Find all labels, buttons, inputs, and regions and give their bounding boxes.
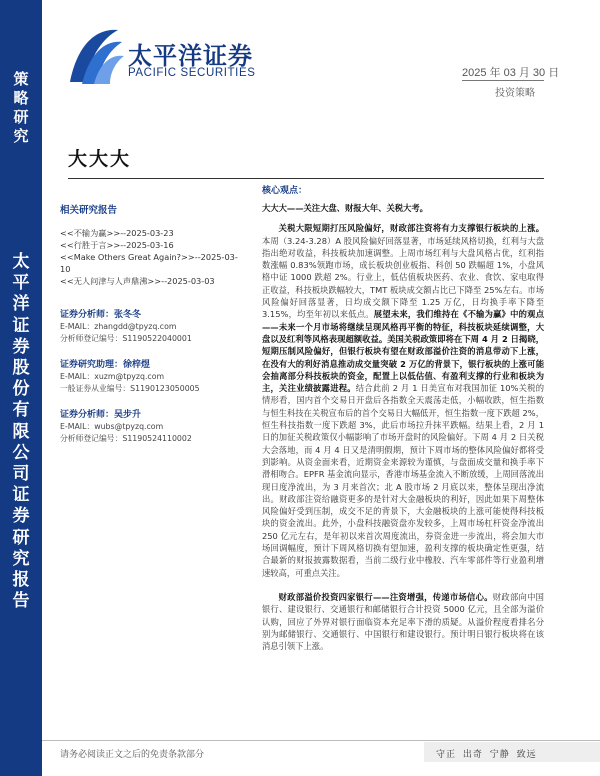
sidebar-company: 太平洋证券股份有限公司证券研究报告 (12, 252, 30, 612)
paragraph-lead: 关税大限短期打压风险偏好，财政部注资将有力支撑银行板块的上涨。 (278, 223, 544, 234)
analyst-email[interactable]: E-MAIL：xuzm@tpyzq.com (60, 372, 165, 381)
footer-divider (42, 740, 600, 741)
paragraph-bank-injection (262, 591, 544, 652)
analyst-name: 证券分析师：吴步升 (60, 410, 142, 420)
paragraph-tariff (262, 222, 544, 579)
analyst-email[interactable]: E-MAIL：zhangdd@tpyzq.com (60, 322, 177, 331)
report-type: 投资策略 (495, 88, 535, 99)
analyst-name: 证券分析师：张冬冬 (60, 310, 142, 320)
core-view-body (262, 202, 544, 652)
analyst-block (60, 309, 238, 345)
analyst-license: 分析师登记编号：S1190522040001 (60, 334, 192, 343)
left-column (60, 205, 238, 445)
brand-name-en: PACIFIC SECURITIES (128, 67, 256, 79)
footer-disclaimer: 请务必阅读正文之后的免责条款部分 (60, 750, 205, 760)
analyst-license: 分析师登记编号：S1190524110002 (60, 434, 192, 443)
report-date: 2025 年 03 月 30 日 (462, 67, 560, 79)
paragraph-emphasis: 展望未来，我们维持在《不输为赢》中的观点——未来一个月市场将继续呈现风格再平衡的特征，科技板块延续调整，大盘以及红利等风格表现超额收益。美国关税政策即将在下周 4 月 2 日揭晓，短期压制风险偏好，但银行板块有望在财政部溢价注资的消息带动下上涨，在没有大的利好消息推动成交量突破 2 万亿的背景下，银行板块的上涨可能会抽离部分科技板块的资金，配置上以低估值、有盈利支撑的行业和板块为主，关注业绩披露进程。 (262, 309, 544, 394)
paragraph-lead: 财政部溢价投资四家银行——注资增强，传递市场信心。 (278, 591, 493, 602)
related-report-link[interactable]: <<Make Others Great Again?>>--2025-03-10 (60, 252, 238, 274)
title-divider (68, 178, 544, 179)
paragraph-text: 财政部向中国银行、建设银行、交通银行和邮储银行合计投资 5000 亿元，且全部为溢价认购，回应了外界对银行面临资本充足率下滑的质疑。从溢价程度看排名分别为邮储银行、交通银行、中国银行和建设银行。预计明日银行板块将在该消息引领下上涨。 (262, 591, 544, 652)
sidebar-band (0, 0, 42, 776)
related-report-link[interactable]: <<行胜于言>>--2025-03-16 (60, 240, 174, 250)
related-report-link[interactable]: <<无人问津与人声鼎沸>>--2025-03-03 (60, 276, 215, 286)
paragraph-text: 本周（3.24-3.28）A 股风险偏好回落显著，市场延续风格切换，红利与大盘指出绝对收益，科技板块加速调整。上周市场红利与大盘风格占优，红利指数涨幅 0.83%领跑市场，成长板块创业板指、科创 50 跌幅超 1%，小盘风格中证 1000 跌超 2%。行业上，低估值板块医药、农业、食饮、家电取得正收益，科技板块跌幅较大，TMT 板块成交额占比已下降至 25%左右。市场风险偏好回落显著，日均成交额下降至 1.25 万亿，日均换手率下降至 3.15%，均至年初以来低点。 (262, 235, 544, 320)
related-report-link[interactable]: <<不输为赢>>--2025-03-23 (60, 228, 174, 238)
core-view-label: 核心观点： (262, 186, 308, 196)
analyst-name: 证券研究助理：徐梓煜 (60, 360, 151, 370)
footer-motto: 守正 出奇 宁静 致远 (436, 750, 537, 760)
brand-name-cn: 太平洋证券 (128, 42, 253, 70)
analyst-block (60, 359, 238, 395)
analyst-license: 一般证券从业编号：S1190123050005 (60, 384, 200, 393)
related-reports-title: 相关研究报告 (60, 205, 118, 216)
sidebar-category: 策略研究 (13, 70, 29, 145)
analyst-block (60, 409, 238, 445)
core-view-heading: 大大大——关注大盘、财报大年、关税大考。 (262, 203, 428, 213)
paragraph-text: 结合此前 2 月 1 日美宣布对我国加征 10%关税的情形看，国内首个交易日开盘后各指数全天震荡走低，小幅收跌，恒生指数与恒生科技在关税宣布后的首个交易日大幅低开，恒生指数一度下跌超 2%，恒生科技指数一度下跌超 3%，此后市场拉升抹平跌幅。结果上看，2 月 1 日的加征关税政策仅小幅影响了市场开盘时的风险偏好。下周 4 月 2 日关税大会落地，而 4 月 4 日又是清明假期，预计下周市场的整体风险偏好都将受到影响。从资金面来看，近期资金来源较为谨慎，与盘面成交量和换手率下滑相吻合。EPFR 基金流向显示，香港市场基金流入不断放缓，上周回落流出现日度净流出，为 3 月来首次；北 A 股市场 2 月底以来，整体呈现出净流出。财政部注资给融资更多的是针对大金融板块的利好，因此如果下周整体风险偏好受到压制，成交不足的背景下，大金融板块的上涨可能使得科技板块的资金流出。此外，小盘科技融资盘亦发较多，上周市场杠杆资金净流出 250 亿元左右，是年初以来首次周度流出，券资金进一步流出，将会加大市场回调幅度，预计下周风格切换有望加速，盈利支撑的板块确定性更强，结合最新的财报披露数据看，当前二级行业中橡胶、汽车零部件等行业盈利增速较高，可重点关注。 (262, 383, 544, 578)
analyst-email[interactable]: E-MAIL：wubs@tpyzq.com (60, 422, 164, 431)
header-divider (462, 80, 544, 81)
report-title: 大大大 (68, 148, 132, 170)
